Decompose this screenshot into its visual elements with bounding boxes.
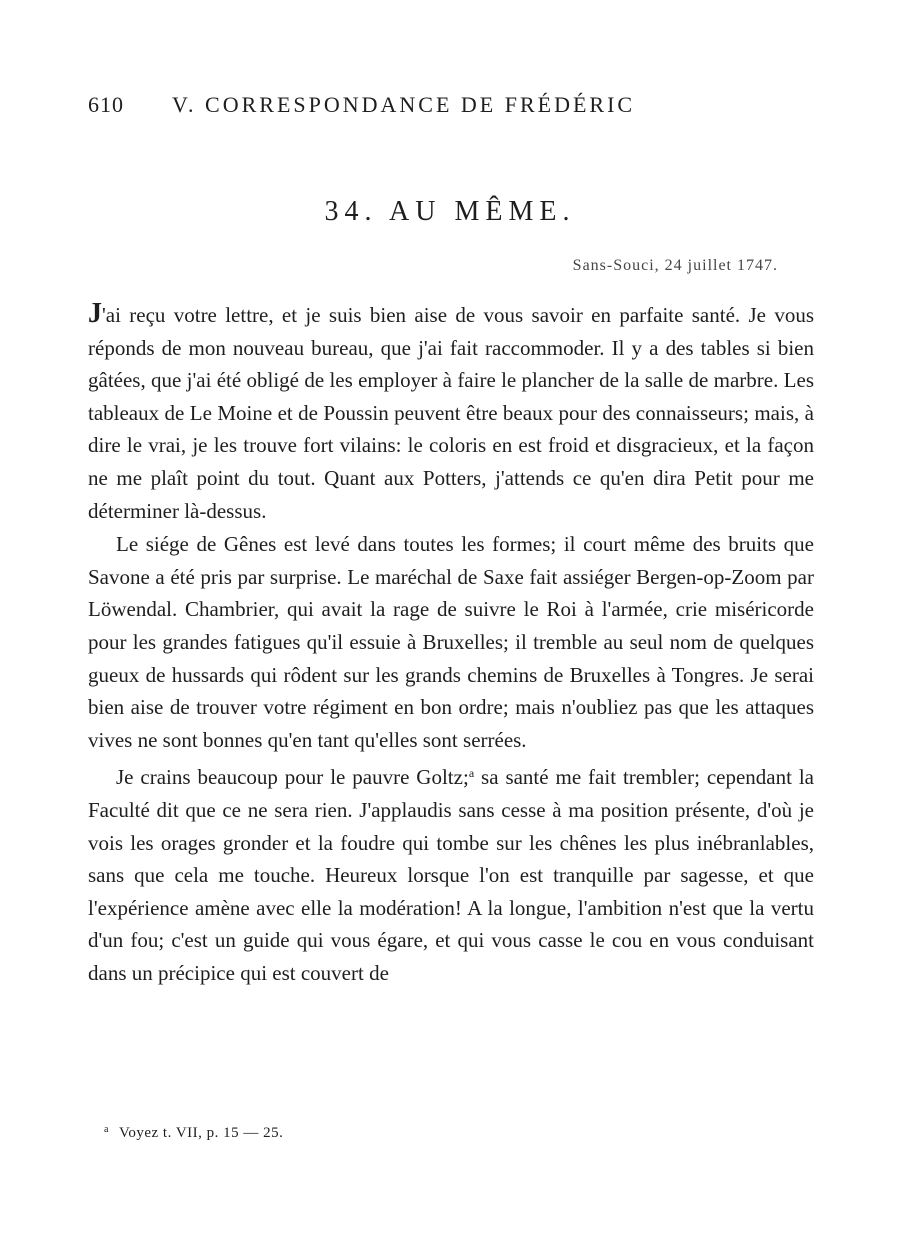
letter-title: 34. AU MÊME. [324,196,576,227]
letter-dateline: Sans-Souci, 24 juillet 1747. [572,257,778,274]
running-title: V. CORRESPONDANCE DE FRÉDÉRIC [172,92,636,117]
paragraph-3-text-end: sa santé me fait trembler; cependant la Faculté dit que ce ne sera rien. J'applaudis sans cesse à ma position présente, d'où je vois les orages gronder et la foudre qui tombe sur les chênes les plus inébranlables, sans que cela me touche. Heureux lorsque l'on est tranquille par sagesse, et que l'expérience amène avec elle la modération! A la longue, l'ambition n'est que la vertu d'un fou; c'est un guide qui vous égare, et qui vous casse le cou en vous conduisant dans un précipice qui est couvert de [88,765,814,985]
footnote-text: Voyez t. VII, p. 15 — 25. [118,1125,284,1141]
drop-cap: J [88,298,102,329]
footnote-mark: a [104,1124,109,1135]
paragraph-1 [88,298,814,527]
letter-body [88,298,814,989]
paragraph-3 [88,757,814,989]
footnote-reference[interactable]: a [468,766,475,781]
paragraph-1-text: 'ai reçu votre lettre, et je suis bien aise de vous savoir en parfaite santé. Je vous réponds de mon nouveau bureau, que j'ai fait raccommoder. Il y a des tables si bien gâtées, que j'ai été obligé de les employer à faire le plancher de la salle de marbre. Les tableaux de Le Moine et de Poussin peuvent être beaux pour des connaisseurs; mais, à dire le vrai, je les trouve fort vilains: le coloris en est froid et disgracieux, et la façon ne me plaît point du tout. Quant aux Potters, j'attends ce qu'en dira Petit pour me déterminer là-dessus. [88,303,814,523]
running-head [88,92,828,118]
paragraph-3-text-start: Je crains beaucoup pour le pauvre Goltz; [116,765,469,790]
footnote [104,1124,283,1142]
page-number: 610 [88,92,124,117]
paragraph-2: Le siége de Gênes est levé dans toutes les formes; il court même des bruits que Savone a été pris par surprise. Le maréchal de Saxe fait assiéger Bergen-op-Zoom par Löwendal. Chambrier, qui avait la rage de suivre le Roi à l'armée, crie miséricorde pour les grandes fatigues qu'il essuie à Bruxelles; il tremble au seul nom de quelques gueux de hussards qui rôdent sur les grands chemins de Bruxelles à Tongres. Je serai bien aise de trouver votre régiment en bon ordre; mais n'oubliez pas que les attaques vives ne sont bonnes qu'en tant qu'elles sont serrées. [88,532,814,752]
